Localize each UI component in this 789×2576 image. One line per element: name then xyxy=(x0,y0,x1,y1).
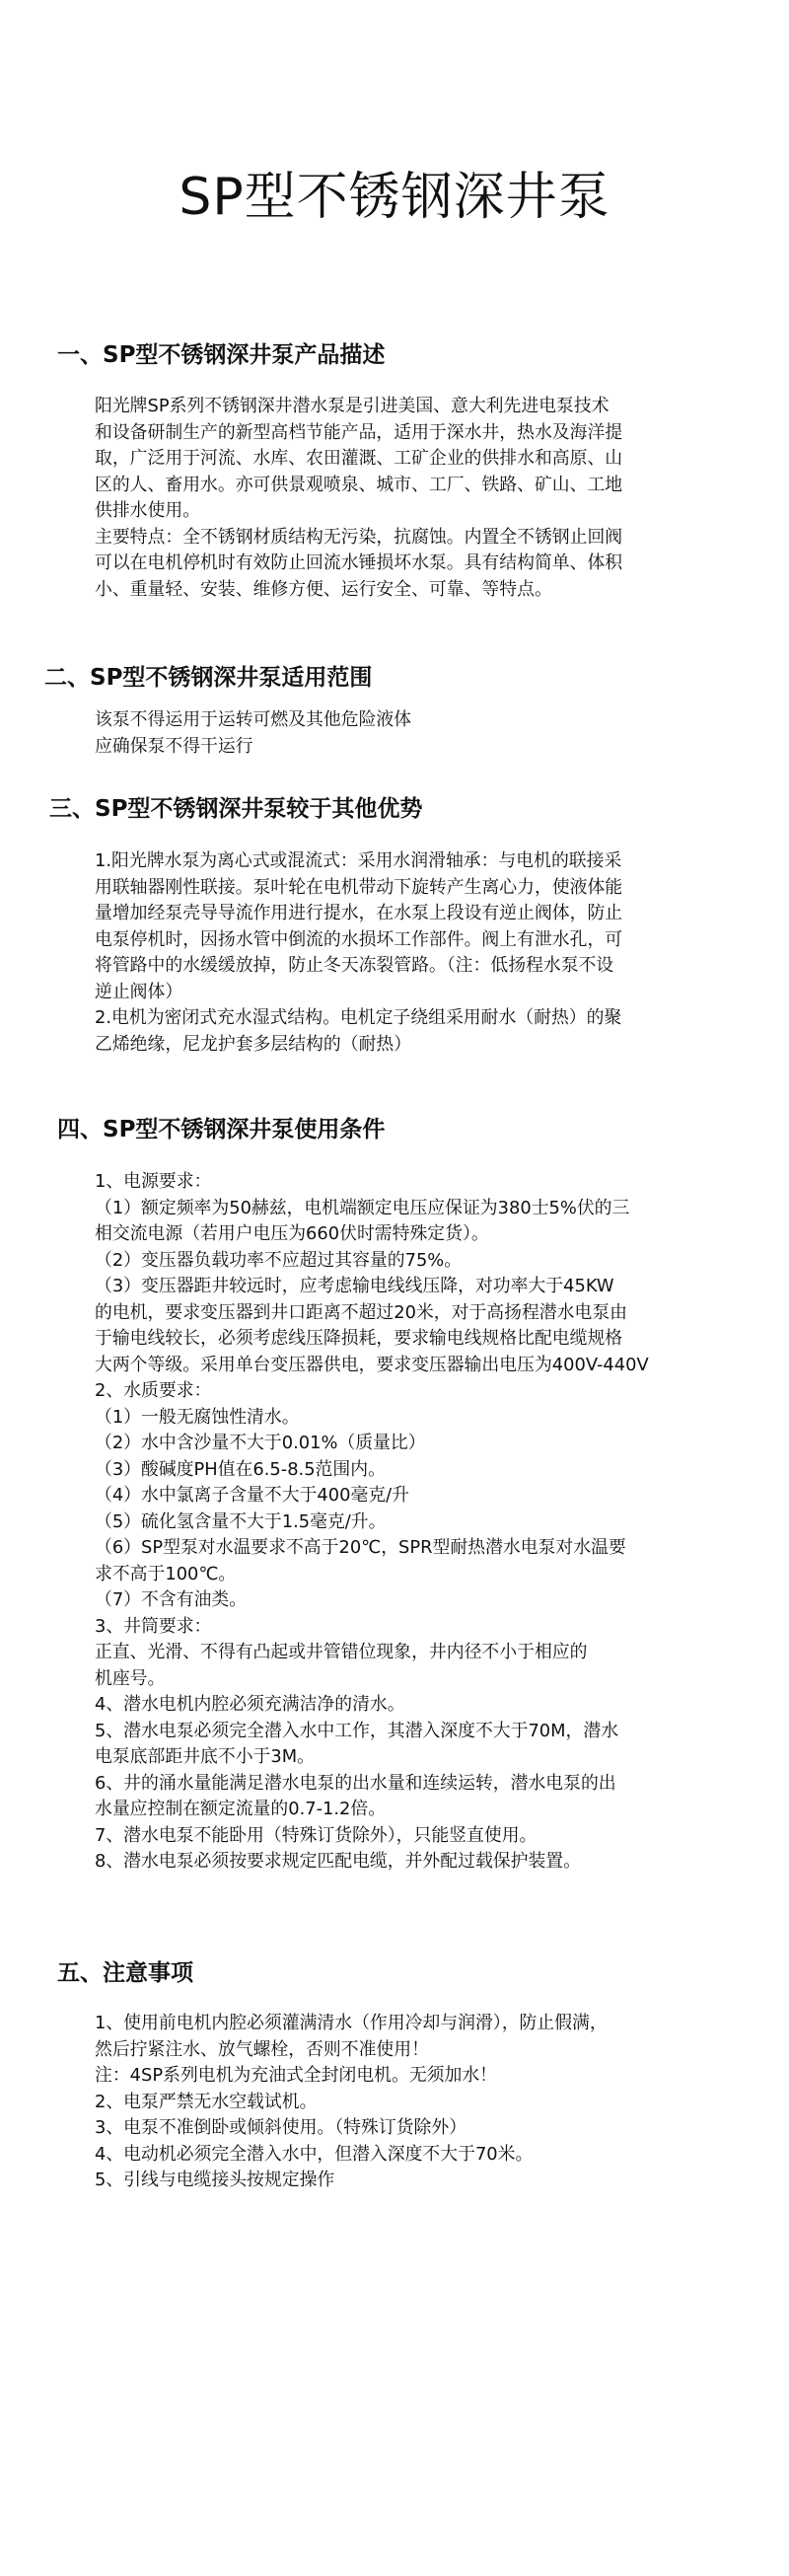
body-line: 注：4SP系列电机为充油式全封闭电机。无须加水！ xyxy=(95,2065,498,2086)
section-heading: 一、SP型不锈钢深井泵产品描述 xyxy=(57,342,386,368)
body-line: 2、水质要求： xyxy=(95,1380,212,1401)
section-product-description xyxy=(0,340,789,603)
body-line: （1）一般无腐蚀性清水。 xyxy=(95,1406,300,1428)
body-line: 将管路中的水缓缓放掉，防止冬天冻裂管路。（注：低扬程水泵不设 xyxy=(95,955,614,976)
body-line: 乙烯绝缘，尼龙护套多层结构的（耐热） xyxy=(95,1033,412,1055)
section-heading: 二、SP型不锈钢深井泵适用范围 xyxy=(44,665,373,691)
body-line: 1、电源要求： xyxy=(95,1171,212,1192)
body-line: 主要特点：全不锈钢材质结构无污染，抗腐蚀。内置全不锈钢止回阀 xyxy=(95,526,623,548)
section-body xyxy=(95,707,789,760)
body-line: （7）不含有油类。 xyxy=(95,1589,248,1610)
body-line: 3、井筒要求： xyxy=(95,1615,212,1637)
body-line: （3）变压器距井较远时，应考虑输电线线压降，对功率大于45KW xyxy=(95,1276,614,1296)
page-title: SP型不锈钢深井泵 xyxy=(179,168,610,227)
body-line: （2）水中含沙量不大于0.01%（质量比） xyxy=(95,1433,426,1453)
body-line: 1.阳光牌水泵为离心式或混流式：采用水润滑轴承：与电机的联接采 xyxy=(95,850,622,871)
section-body xyxy=(95,1169,789,1876)
body-line: 区的人、畜用水。亦可供景观喷泉、城市、工厂、铁路、矿山、工地 xyxy=(95,474,623,495)
body-line: 大两个等级。采用单台变压器供电，要求变压器输出电压为400V-440V xyxy=(95,1354,649,1375)
body-line: 正直、光滑、不得有凸起或井管错位现象，井内径不小于相应的 xyxy=(95,1642,588,1662)
body-line: 4、电动机必须完全潜入水中，但潜入深度不大于70米。 xyxy=(95,2143,534,2165)
section-heading: 三、SP型不锈钢深井泵较于其他优势 xyxy=(49,796,423,822)
body-line: （4）水中氯离子含量不大于400毫克/升 xyxy=(95,1485,409,1506)
body-line: 4、潜水电机内腔必须充满洁净的清水。 xyxy=(95,1694,405,1715)
body-line: 求不高于100℃。 xyxy=(95,1563,237,1584)
section-usage-conditions xyxy=(0,1115,789,1876)
body-line: 1、使用前电机内腔必须灌满清水（作用冷却与润滑），防止假满， xyxy=(95,2013,608,2033)
body-line: 8、潜水电泵必须按要求规定匹配电缆，并外配过载保护装置。 xyxy=(95,1851,581,1872)
body-line: 取，广泛用于河流、水库、农田灌溉、工矿企业的供排水和高原、山 xyxy=(95,448,623,469)
body-line: 和设备研制生产的新型高档节能产品，适用于深水井，热水及海洋提 xyxy=(95,421,623,443)
body-line: 阳光牌SP系列不锈钢深井潜水泵是引进美国、意大利先进电泵技术 xyxy=(95,396,610,416)
body-line: 应确保泵不得干运行 xyxy=(95,735,253,757)
body-line: 5、引线与电缆接头按规定操作 xyxy=(95,2170,335,2190)
body-line: 5、潜水电泵必须完全潜入水中工作，其潜入深度不大于70M，潜水 xyxy=(95,1720,619,1741)
body-line: 水量应控制在额定流量的0.7-1.2倍。 xyxy=(95,1799,387,1819)
body-line: （2）变压器负载功率不应超过其容量的75%。 xyxy=(95,1249,463,1271)
body-line: 电泵停机时，因扬水管中倒流的水损坏工作部件。阀上有泄水孔，可 xyxy=(95,928,623,950)
body-line: （1）额定频率为50赫兹，电机端额定电压应保证为380士5%伏的三 xyxy=(95,1197,630,1218)
body-line: 然后拧紧注水、放气螺栓，否则不准使用！ xyxy=(95,2038,429,2060)
body-line: 用联轴器刚性联接。泵叶轮在电机带动下旋转产生离心力，使液体能 xyxy=(95,876,623,898)
body-line: 6、井的涌水量能满足潜水电泵的出水量和连续运转，潜水电泵的出 xyxy=(95,1772,616,1794)
body-line: （5）硫化氢含量不大于1.5毫克/升。 xyxy=(95,1510,387,1532)
body-line: 可以在电机停机时有效防止回流水锤损坏水泵。具有结构简单、体积 xyxy=(95,552,623,573)
section-precautions xyxy=(0,1958,789,2194)
body-line: 该泵不得运用于运转可燃及其他危险液体 xyxy=(95,709,412,730)
section-body xyxy=(95,848,789,1058)
body-line: 3、电泵不准倒卧或倾斜使用。（特殊订货除外） xyxy=(95,2117,467,2138)
section-body xyxy=(95,394,789,603)
section-body xyxy=(95,2011,789,2194)
body-line: （6）SP型泵对水温要求不高于20℃，SPR型耐热潜水电泵对水温要 xyxy=(95,1537,626,1558)
body-line: 2、电泵严禁无水空载试机。 xyxy=(95,2091,318,2112)
body-line: 2.电机为密闭式充水湿式结构。电机定子绕组采用耐水（耐热）的聚 xyxy=(95,1007,622,1028)
body-line: 供排水使用。 xyxy=(95,500,201,521)
body-line: 机座号。 xyxy=(95,1667,166,1689)
body-line: 量增加经泵壳导导流作用进行提水，在水泵上段设有逆止阀体，防止 xyxy=(95,903,623,923)
section-heading: 五、注意事项 xyxy=(57,1960,193,1986)
section-application-scope xyxy=(0,663,789,760)
body-line: 于输电线较长，必须考虑线压降损耗，要求输电线规格比配电缆规格 xyxy=(95,1328,623,1349)
body-line: 7、潜水电泵不能卧用（特殊订货除外），只能竖直使用。 xyxy=(95,1824,538,1846)
body-line: 小、重量轻、安装、维修方便、运行安全、可靠、等特点。 xyxy=(95,578,552,600)
section-heading: 四、SP型不锈钢深井泵使用条件 xyxy=(57,1117,386,1142)
body-line: 相交流电源（若用户电压为660伏时需特殊定货）。 xyxy=(95,1223,489,1244)
section-advantages xyxy=(0,794,789,1058)
body-line: （3）酸碱度PH值在6.5-8.5范围内。 xyxy=(95,1458,386,1480)
body-line: 的电机，要求变压器到井口距离不超过20米，对于高扬程潜水电泵由 xyxy=(95,1301,628,1323)
body-line: 逆止阀体） xyxy=(95,981,183,1002)
body-line: 电泵底部距井底不小于3M。 xyxy=(95,1746,315,1767)
